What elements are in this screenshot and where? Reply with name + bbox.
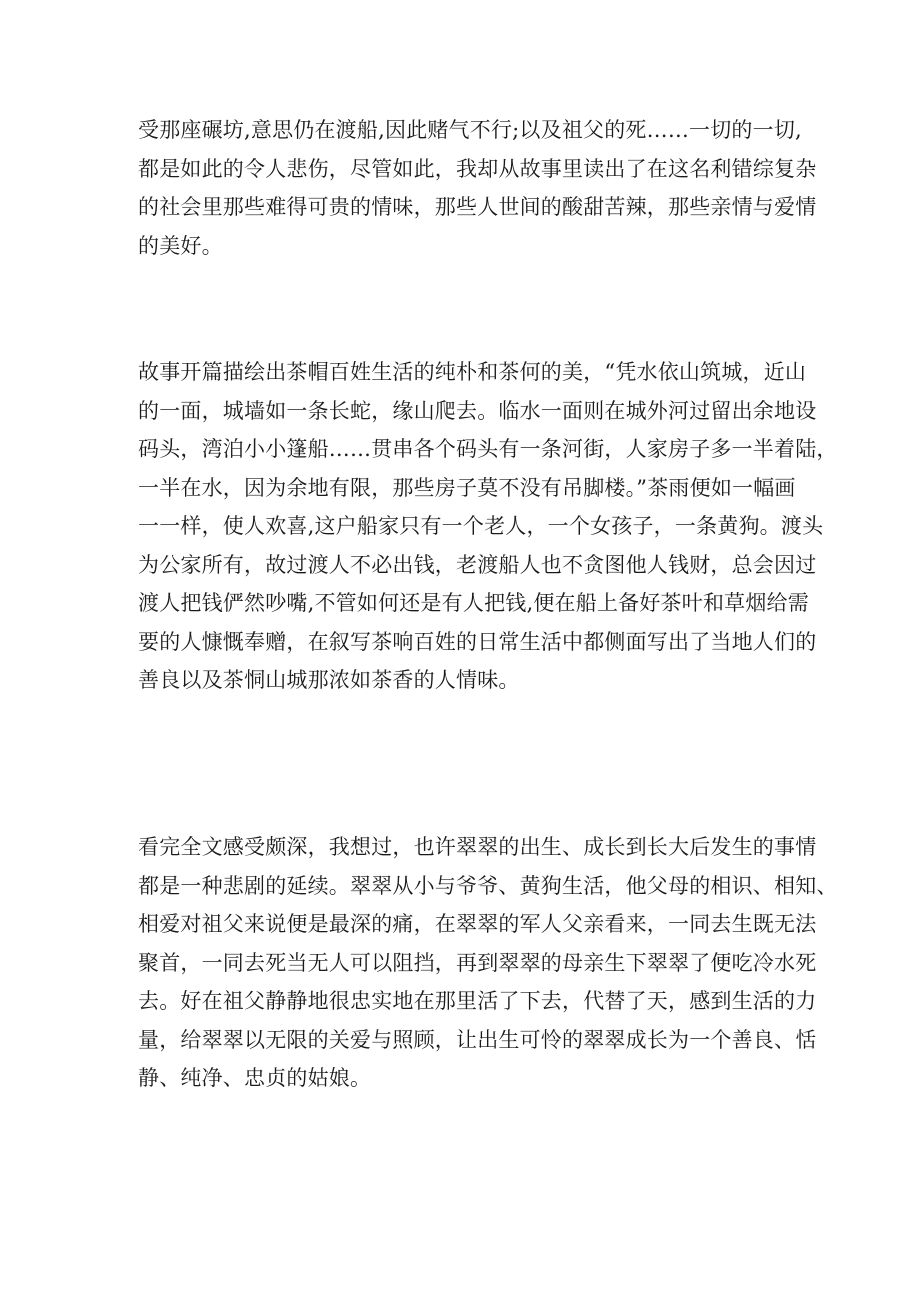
text-line: 受那座碾坊,意思仍在渡船,因此赌气不行;以及祖父的死……一切的一切, [138, 118, 802, 142]
text-line: 相爱对祖父来说便是最深的痛，在翠翠的军人父亲看来，一同去生既无法 [138, 912, 817, 936]
text-line: 看完全文感受颇深，我想过，也许翠翠的出生、成长到长大后发生的事情 [138, 835, 817, 859]
text-line: 去。好在祖父静静地很忠实地在那里活了下去，代替了天，感到生活的力 [138, 989, 817, 1013]
text-line: 码头，湾泊小小篷船……贯串各个码头有一条河街，人家房子多一半着陆， [138, 437, 838, 461]
text-line: 善良以及茶恫山城那浓如茶香的人情味。 [138, 668, 520, 692]
paragraph-2 [138, 353, 838, 700]
text-line: 一半在水，因为余地有限，那些房子莫不没有吊脚楼。”茶雨便如一幅画 [138, 475, 796, 500]
text-line: 量，给翠翠以无限的关爱与照顾，让出生可怜的翠翠成长为一个善良、恬 [138, 1027, 817, 1052]
text-line: 为公家所有，故过渡人不必出钱，老渡船人也不贪图他人钱财，总会因过 [138, 552, 817, 577]
paragraph-1 [138, 111, 817, 265]
text-line: 故事开篇描绘出茶帽百姓生活的纯朴和茶何的美，“凭水依山筑城，近山 [138, 360, 807, 384]
text-line: 的美好。 [138, 233, 223, 258]
text-line: 的社会里那些难得可贵的情味，那些人世间的酸甜苦辣，那些亲情与爱情 [138, 195, 817, 219]
text-line: 的一面，城墙如一条长蛇，缘山爬去。临水一面则在城外河过留出余地设 [138, 398, 817, 423]
paragraph-3 [138, 828, 838, 1098]
text-line: 渡人把钱俨然吵嘴,不管如何还是有人把钱,便在船上备好茶叶和草烟给需 [138, 591, 809, 615]
text-line: 一一样，使人欢喜,这户船家只有一个老人，一个女孩子，一条黄狗。渡头 [138, 514, 824, 538]
text-line: 聚首，一同去死当无人可以阻挡，再到翠翠的母亲生下翠翠了便吃冷水死 [138, 950, 817, 975]
text-line: 静、纯净、忠贞的姑娘。 [138, 1066, 372, 1090]
text-line: 要的人慷慨奉赠，在叙写茶响百姓的日常生活中都侧面写出了当地人们的 [138, 629, 817, 654]
text-line: 都是一种悲剧的延续。翠翠从小与爷爷、黄狗生活，他父母的相识、相知、 [138, 873, 838, 898]
text-line: 都是如此的令人悲伤，尽管如此，我却从故事里读出了在这名利错综复杂 [138, 156, 817, 181]
